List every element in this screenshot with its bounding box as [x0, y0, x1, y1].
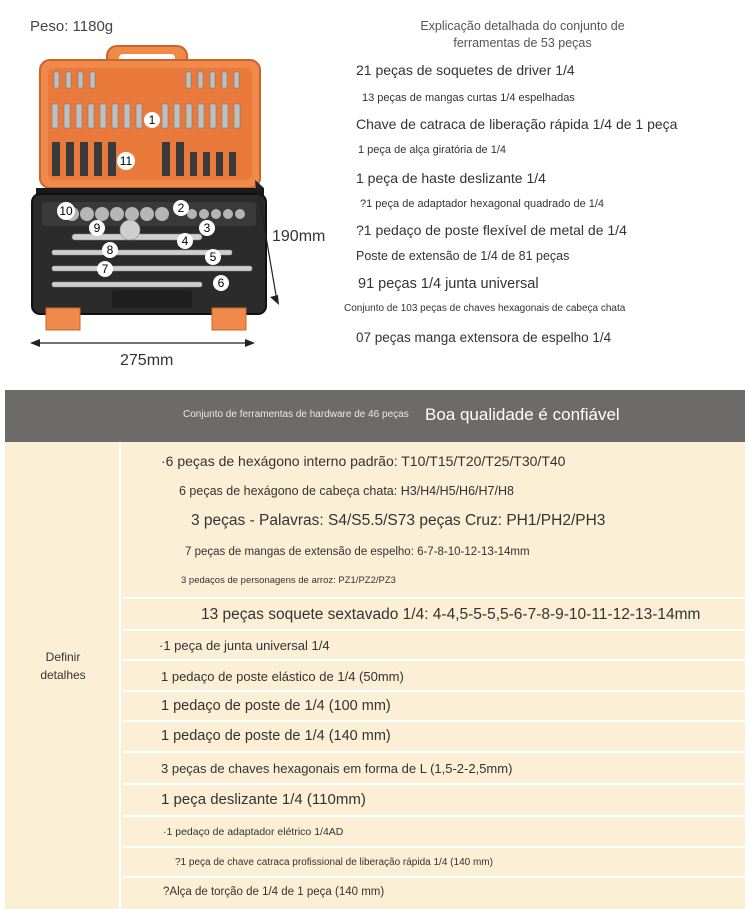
intro-line-1: Explicação detalhada do conjunto de	[420, 19, 625, 33]
height-dimension: 190mm	[272, 228, 326, 245]
detail-line: ?1 peça de chave catraca profissional de liberação rápida 1/4 (140 mm)	[175, 857, 493, 868]
table-row	[123, 753, 745, 785]
table-row	[123, 631, 745, 661]
detail-line: 1 pedaço de poste de 1/4 (100 mm)	[161, 698, 391, 714]
callout-11: 11	[119, 154, 133, 168]
callout-3: 3	[203, 221, 211, 235]
table-row	[123, 722, 745, 753]
part-item: Conjunto de 103 peças de chaves hexagonais de cabeça chata	[344, 303, 626, 314]
detail-line: 3 pedaços de personagens de arroz: PZ1/PZ2/PZ3	[181, 575, 396, 586]
table-row	[123, 785, 745, 817]
callout-4: 4	[181, 234, 189, 248]
callout-1: 1	[148, 113, 156, 127]
detail-line: 1 pedaço de poste de 1/4 (140 mm)	[161, 728, 391, 744]
detail-line: ·1 peça de junta universal 1/4	[159, 638, 330, 653]
detail-line: 1 peça deslizante 1/4 (110mm)	[161, 791, 366, 808]
part-item: 13 peças de mangas curtas 1/4 espelhadas	[362, 92, 575, 104]
details-table	[5, 442, 745, 909]
part-item: ?1 peça de adaptador hexagonal quadrado de 1/4	[360, 198, 605, 210]
toolbox-image	[22, 38, 277, 338]
intro-line-2: ferramentas de 53 peças	[453, 36, 592, 50]
callout-5: 5	[209, 250, 217, 264]
set-intro	[400, 18, 645, 52]
detail-line: 7 peças de mangas de extensão de espelho: 6-7-8-10-12-13-14mm	[185, 546, 530, 558]
part-item: ?1 pedaço de poste flexível de metal de 1/4	[356, 222, 627, 238]
part-item: Poste de extensão de 1/4 de 81 peças	[356, 249, 570, 263]
table-row	[123, 442, 745, 599]
width-arrow	[30, 335, 255, 351]
callout-10: 10	[59, 204, 73, 218]
detail-line: 3 peças - Palavras: S4/S5.5/S73 peças Cruz: PH1/PH2/PH3	[191, 512, 606, 529]
detail-line: ?Alça de torção de 1/4 de 1 peça (140 mm)	[163, 886, 385, 898]
detail-line: ·1 pedaço de adaptador elétrico 1/4AD	[163, 826, 344, 838]
detail-line: 1 pedaço de poste elástico de 1/4 (50mm)	[161, 669, 404, 684]
table-row	[123, 848, 745, 878]
callout-7: 7	[101, 262, 109, 276]
callout-2: 2	[177, 201, 185, 215]
table-row	[123, 692, 745, 722]
detail-line: ·6 peças de hexágono interno padrão: T10/T15/T20/T25/T30/T40	[161, 453, 566, 469]
part-item: 1 peça de alça giratória de 1/4	[358, 144, 506, 156]
table-row	[123, 661, 745, 692]
table-row	[123, 817, 745, 848]
table-row	[123, 599, 745, 631]
details-label	[5, 648, 121, 684]
detail-line: 3 peças de chaves hexagonais em forma de L (1,5-2-2,5mm)	[161, 761, 513, 776]
callout-9: 9	[93, 221, 101, 235]
banner-subtitle: Conjunto de ferramentas de hardware de 46 peças	[183, 409, 409, 420]
part-item: 07 peças manga extensora de espelho 1/4	[356, 330, 612, 345]
callout-6: 6	[217, 276, 225, 290]
width-dimension: 275mm	[120, 352, 174, 369]
part-item: Chave de catraca de liberação rápida 1/4 de 1 peça	[356, 116, 678, 132]
banner-title: Boa qualidade é confiável	[425, 405, 620, 424]
weight-label: Peso: 1180g	[30, 18, 114, 35]
toolbox-illustration	[22, 38, 277, 338]
details-label-line: detalhes	[40, 668, 86, 682]
quality-banner	[5, 390, 745, 442]
details-label-cell	[5, 442, 121, 909]
detail-line: 6 peças de hexágono de cabeça chata: H3/H4/H5/H6/H7/H8	[179, 484, 514, 498]
table-row	[123, 878, 745, 909]
detail-line: 13 peças soquete sextavado 1/4: 4-4,5-5-5,5-6-7-8-9-10-11-12-13-14mm	[201, 606, 701, 623]
part-item: 21 peças de soquetes de driver 1/4	[356, 62, 575, 78]
details-label-line: Definir	[45, 650, 81, 664]
callout-8: 8	[106, 243, 114, 257]
part-item: 91 peças 1/4 junta universal	[358, 276, 539, 292]
part-item: 1 peça de haste deslizante 1/4	[356, 170, 546, 186]
product-overview	[0, 0, 750, 388]
